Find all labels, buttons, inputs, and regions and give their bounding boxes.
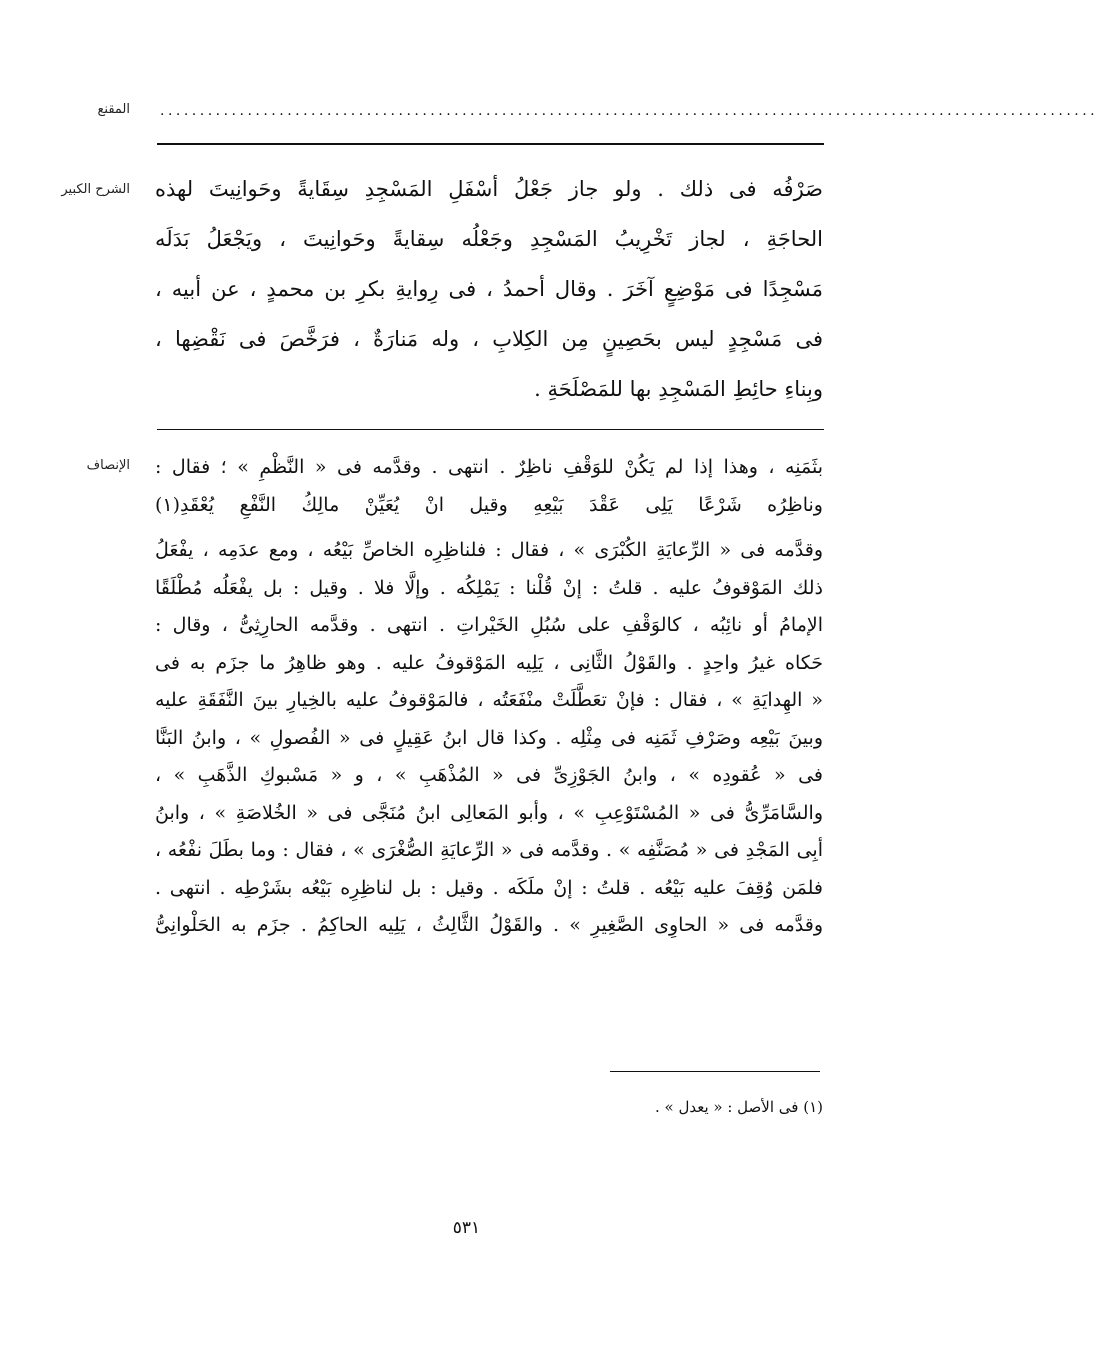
sharh-line: صَرْفُه فى ذلك . ولو جاز جَعْلُ أسْفَلِ المَسْجِدِ سِقَايةً وحَوانِيتَ لهذه — [155, 177, 823, 201]
insaf-line: « الهِدايَةِ » ، فقال : فإنْ تعَطَّلَتْ منْفَعَتُه ، فالمَوْقوفُ عليه بالخِيارِ بينَ النَّفَقَةِ عليه — [155, 689, 823, 711]
insaf-verse-line: وناظِرُه شَرْعًا يَلِى عَقْدَ بَيْعِهِ وقيل انْ يُعَيِّنْ مالِكُ النَّفْعِ يُعْقَدِ(١) — [155, 493, 823, 516]
section-divider — [157, 429, 824, 430]
insaf-line: وبينَ بَيْعِه وصَرْفِ ثَمَنِه فى مِثْلِه . وكذا قال ابنُ عَقِيلٍ فى « الفُصولِ » ، وابنُ البَنَّا — [155, 726, 823, 749]
insaf-line: وقدَّمه فى « الحاوِى الصَّغِيرِ » . والقَوْلُ الثَّالِثُ ، يَلِيه الحاكِمُ . جزَم به الحَلْوانِىُّ — [155, 914, 823, 936]
sharh-text — [155, 164, 823, 414]
insaf-line: وقدَّمه فى « الرِّعايَةِ الكُبْرَى » ، فقال : فلناظِرِه الخاصِّ بَيْعُه ، ومع عدَمِه ، يفْعَلُ — [155, 539, 823, 561]
insaf-line: والسَّامَرِّىُّ فى « المُسْتَوْعِبِ » ، وأبو المَعالِى ابنُ مُنَجَّى فى « الخُلاصَةِ » ، وابنُ — [155, 801, 823, 824]
muqni-dotted-placeholder: ...................................................................................................................... — [160, 103, 1098, 119]
header-rule-thick — [157, 143, 824, 145]
insaf-line: فلمَن وُقِفَ عليه بَيْعُه . قلتُ : إنْ ملَكَه . وقيل : بل لناظِرِه بَيْعُه بشَرْطِه . انتهى . — [155, 876, 823, 899]
muqni-label: المقنع — [97, 102, 130, 117]
insaf-line: الإمامُ أو نائِبُه ، كالوَقْفِ على سُبُلِ الخَيْراتِ . انتهى . وقدَّمه الحارِثِىُّ ، وقال : — [155, 614, 823, 636]
insaf-line: ذلك المَوْقوفُ عليه . قلتُ : إنْ قُلْنا : يَمْلِكُه . وإلَّا فلا . وقيل : بل يفْعَلُه مُطْلَقًا — [155, 576, 823, 599]
sharh-label: الشرح الكبير — [61, 182, 130, 197]
sharh-line: وبِناءِ حائِطِ المَسْجِدِ بها للمَصْلَحَةِ . — [534, 377, 823, 401]
insaf-line: فى « عُقودِه » ، وابنُ الجَوْزِىِّ فى « المُذْهَبِ » ، و « مَسْبوكِ الذَّهَبِ » ، — [155, 764, 823, 786]
sharh-line: فى مَسْجِدٍ ليس بحَصِينٍ مِن الكِلابِ ، وله مَنارَةٌ ، فرَخَّصَ فى نَقْضِها ، — [155, 327, 823, 351]
insaf-line: أبِى المَجْدِ فى « مُصَنَّفِه » . وقدَّمه فى « الرِّعايَةِ الصُّغْرَى » ، فقال : وما بطَلَ نفْعُه ، — [155, 839, 823, 861]
insaf-label: الإنصاف — [86, 458, 130, 473]
insaf-line: بثَمَنِه ، وهذا إذا لم يَكُنْ للوَقْفِ ناظِرٌ . انتهى . وقدَّمه فى « النَّظْمِ » ؛ فقال : — [155, 456, 823, 478]
page-number: ٥٣١ — [452, 1218, 481, 1238]
insaf-line: حَكاه غيرُ واحِدٍ . والقَوْلُ الثَّانِى ، يَلِيه المَوْقوفُ عليه . وهو ظاهِرُ ما جزَم به فى — [155, 651, 823, 674]
footnote-rule — [610, 1071, 820, 1072]
insaf-text — [155, 449, 823, 945]
sharh-line: مَسْجِدًا فى مَوْضِعٍ آخَرَ . وقال أحمدُ ، فى رِوايةِ بكرِ بن محمدٍ ، عن أبيه ، — [155, 277, 823, 301]
sharh-line: الحاجَةِ ، لجاز تَخْرِيبُ المَسْجِدِ وجَعْلُه سِقايةً وحَوانِيتَ ، ويَجْعَلُ بَدَلَه — [155, 227, 823, 251]
footnote: (١) فى الأصل : « يعدل » . — [654, 1098, 823, 1116]
